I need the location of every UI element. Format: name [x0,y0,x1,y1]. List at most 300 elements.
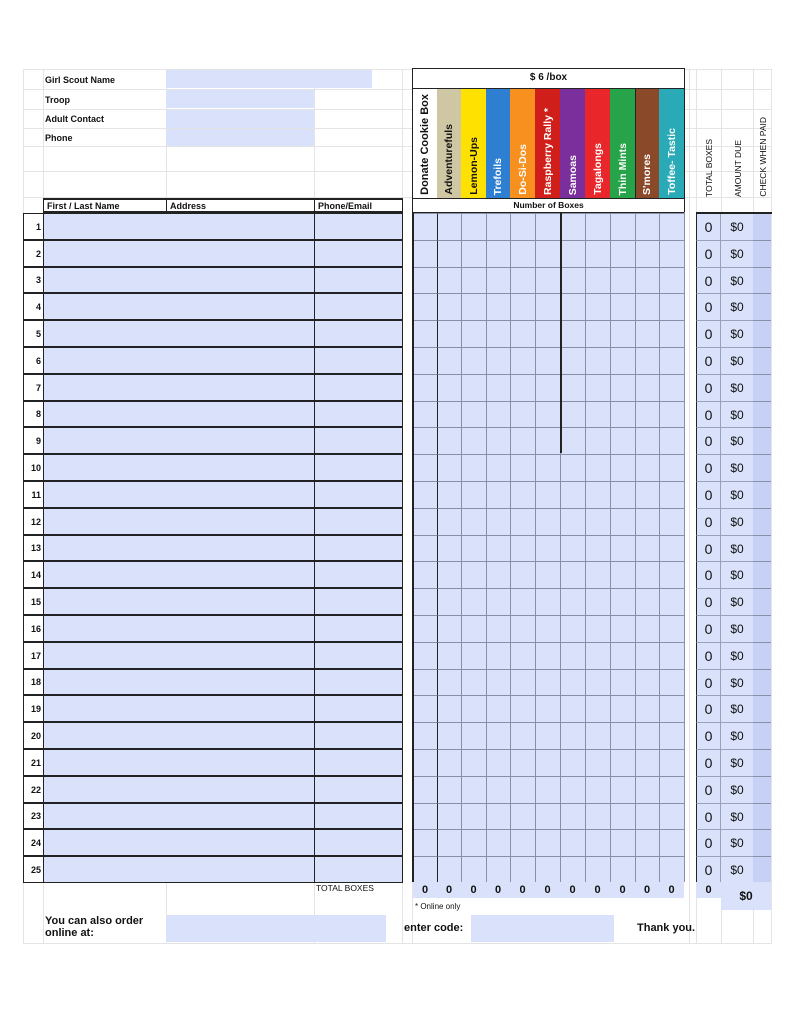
cookie-quantity-input[interactable] [413,695,437,722]
address-input[interactable] [166,347,315,374]
cookie-quantity-input[interactable] [659,401,684,427]
cookie-quantity-input[interactable] [635,803,659,829]
cookie-quantity-input[interactable] [635,481,659,508]
cookie-quantity-input[interactable] [461,588,486,615]
cookie-quantity-input[interactable] [486,588,510,615]
cookie-quantity-input[interactable] [510,508,535,535]
cookie-quantity-input[interactable] [659,374,684,401]
paid-checkbox[interactable] [753,722,771,749]
cookie-quantity-input[interactable] [535,722,560,749]
cookie-quantity-input[interactable] [486,427,510,454]
cookie-quantity-input[interactable] [635,722,659,749]
cookie-quantity-input[interactable] [635,829,659,856]
cookie-quantity-input[interactable] [437,722,461,749]
cookie-quantity-input[interactable] [659,588,684,615]
customer-name-input[interactable] [43,535,167,561]
cookie-quantity-input[interactable] [486,695,510,722]
phone-email-input[interactable] [314,213,403,240]
cookie-quantity-input[interactable] [461,454,486,481]
cookie-quantity-input[interactable] [486,561,510,588]
cookie-quantity-input[interactable] [413,427,437,454]
cookie-quantity-input[interactable] [635,856,659,883]
paid-checkbox[interactable] [753,615,771,642]
phone-email-input[interactable] [314,669,403,695]
cookie-quantity-input[interactable] [610,615,635,642]
customer-name-input[interactable] [43,427,167,454]
cookie-quantity-input[interactable] [510,803,535,829]
cookie-quantity-input[interactable] [659,454,684,481]
cookie-quantity-input[interactable] [535,749,560,776]
cookie-quantity-input[interactable] [659,776,684,803]
cookie-quantity-input[interactable] [659,267,684,293]
customer-name-input[interactable] [43,722,167,749]
cookie-quantity-input[interactable] [413,561,437,588]
cookie-quantity-input[interactable] [610,803,635,829]
troop-field[interactable] [166,90,314,108]
cookie-quantity-input[interactable] [510,749,535,776]
phone-email-input[interactable] [314,803,403,829]
cookie-quantity-input[interactable] [635,320,659,347]
paid-checkbox[interactable] [753,240,771,267]
cookie-quantity-input[interactable] [413,749,437,776]
paid-checkbox[interactable] [753,267,771,293]
cookie-quantity-input[interactable] [413,669,437,695]
cookie-quantity-input[interactable] [413,213,437,240]
paid-checkbox[interactable] [753,454,771,481]
cookie-quantity-input[interactable] [486,374,510,401]
cookie-quantity-input[interactable] [486,803,510,829]
cookie-quantity-input[interactable] [535,615,560,642]
cookie-quantity-input[interactable] [413,535,437,561]
cookie-quantity-input[interactable] [486,240,510,267]
cookie-quantity-input[interactable] [635,293,659,320]
cookie-quantity-input[interactable] [659,803,684,829]
phone-email-input[interactable] [314,695,403,722]
cookie-quantity-input[interactable] [486,776,510,803]
cookie-quantity-input[interactable] [635,695,659,722]
cookie-quantity-input[interactable] [560,615,585,642]
cookie-quantity-input[interactable] [635,561,659,588]
cookie-quantity-input[interactable] [510,401,535,427]
cookie-quantity-input[interactable] [535,347,560,374]
cookie-quantity-input[interactable] [413,615,437,642]
cookie-quantity-input[interactable] [535,213,560,240]
code-field[interactable] [471,915,614,942]
cookie-quantity-input[interactable] [585,508,610,535]
cookie-quantity-input[interactable] [486,749,510,776]
cookie-quantity-input[interactable] [635,427,659,454]
cookie-quantity-input[interactable] [486,320,510,347]
cookie-quantity-input[interactable] [635,213,659,240]
phone-email-input[interactable] [314,615,403,642]
cookie-quantity-input[interactable] [510,669,535,695]
cookie-quantity-input[interactable] [585,695,610,722]
cookie-quantity-input[interactable] [585,776,610,803]
cookie-quantity-input[interactable] [437,508,461,535]
address-input[interactable] [166,320,315,347]
cookie-quantity-input[interactable] [585,535,610,561]
paid-checkbox[interactable] [753,374,771,401]
cookie-quantity-input[interactable] [659,508,684,535]
cookie-quantity-input[interactable] [510,293,535,320]
cookie-quantity-input[interactable] [437,615,461,642]
cookie-quantity-input[interactable] [560,803,585,829]
cookie-quantity-input[interactable] [535,695,560,722]
cookie-quantity-input[interactable] [535,293,560,320]
phone-email-input[interactable] [314,856,403,883]
address-input[interactable] [166,213,315,240]
cookie-quantity-input[interactable] [585,803,610,829]
cookie-quantity-input[interactable] [560,374,585,401]
address-input[interactable] [166,374,315,401]
phone-email-input[interactable] [314,427,403,454]
cookie-quantity-input[interactable] [535,320,560,347]
cookie-quantity-input[interactable] [585,320,610,347]
cookie-quantity-input[interactable] [413,347,437,374]
paid-checkbox[interactable] [753,776,771,803]
online-order-url-field[interactable] [166,915,386,942]
cookie-quantity-input[interactable] [461,427,486,454]
cookie-quantity-input[interactable] [560,240,585,267]
customer-name-input[interactable] [43,642,167,669]
cookie-quantity-input[interactable] [413,454,437,481]
cookie-quantity-input[interactable] [486,454,510,481]
address-input[interactable] [166,508,315,535]
cookie-quantity-input[interactable] [437,588,461,615]
cookie-quantity-input[interactable] [585,749,610,776]
customer-name-input[interactable] [43,454,167,481]
cookie-quantity-input[interactable] [486,347,510,374]
cookie-quantity-input[interactable] [560,508,585,535]
phone-email-input[interactable] [314,642,403,669]
cookie-quantity-input[interactable] [461,374,486,401]
cookie-quantity-input[interactable] [659,561,684,588]
phone-email-input[interactable] [314,776,403,803]
address-input[interactable] [166,427,315,454]
cookie-quantity-input[interactable] [535,427,560,454]
address-input[interactable] [166,561,315,588]
customer-name-input[interactable] [43,829,167,856]
cookie-quantity-input[interactable] [437,695,461,722]
cookie-quantity-input[interactable] [437,454,461,481]
cookie-quantity-input[interactable] [560,213,585,240]
cookie-quantity-input[interactable] [610,401,635,427]
adult-contact-field[interactable] [166,110,314,128]
cookie-quantity-input[interactable] [486,669,510,695]
paid-checkbox[interactable] [753,427,771,454]
cookie-quantity-input[interactable] [413,320,437,347]
cookie-quantity-input[interactable] [535,240,560,267]
address-input[interactable] [166,695,315,722]
cookie-quantity-input[interactable] [535,642,560,669]
cookie-quantity-input[interactable] [560,561,585,588]
paid-checkbox[interactable] [753,347,771,374]
cookie-quantity-input[interactable] [535,454,560,481]
cookie-quantity-input[interactable] [560,401,585,427]
cookie-quantity-input[interactable] [461,508,486,535]
cookie-quantity-input[interactable] [461,240,486,267]
cookie-quantity-input[interactable] [437,481,461,508]
customer-name-input[interactable] [43,401,167,427]
paid-checkbox[interactable] [753,829,771,856]
cookie-quantity-input[interactable] [659,669,684,695]
cookie-quantity-input[interactable] [486,829,510,856]
cookie-quantity-input[interactable] [437,803,461,829]
address-input[interactable] [166,803,315,829]
cookie-quantity-input[interactable] [560,856,585,883]
cookie-quantity-input[interactable] [585,240,610,267]
cookie-quantity-input[interactable] [610,561,635,588]
cookie-quantity-input[interactable] [486,535,510,561]
cookie-quantity-input[interactable] [413,401,437,427]
cookie-quantity-input[interactable] [585,427,610,454]
address-input[interactable] [166,240,315,267]
cookie-quantity-input[interactable] [610,776,635,803]
cookie-quantity-input[interactable] [437,561,461,588]
cookie-quantity-input[interactable] [635,374,659,401]
paid-checkbox[interactable] [753,642,771,669]
cookie-quantity-input[interactable] [535,561,560,588]
cookie-quantity-input[interactable] [635,615,659,642]
cookie-quantity-input[interactable] [510,722,535,749]
cookie-quantity-input[interactable] [461,642,486,669]
paid-checkbox[interactable] [753,508,771,535]
cookie-quantity-input[interactable] [535,669,560,695]
cookie-quantity-input[interactable] [610,669,635,695]
cookie-quantity-input[interactable] [585,588,610,615]
phone-email-input[interactable] [314,320,403,347]
cookie-quantity-input[interactable] [610,829,635,856]
paid-checkbox[interactable] [753,293,771,320]
cookie-quantity-input[interactable] [437,213,461,240]
cookie-quantity-input[interactable] [610,374,635,401]
cookie-quantity-input[interactable] [510,695,535,722]
cookie-quantity-input[interactable] [486,856,510,883]
customer-name-input[interactable] [43,508,167,535]
cookie-quantity-input[interactable] [585,856,610,883]
cookie-quantity-input[interactable] [461,481,486,508]
cookie-quantity-input[interactable] [610,213,635,240]
customer-name-input[interactable] [43,615,167,642]
cookie-quantity-input[interactable] [610,695,635,722]
cookie-quantity-input[interactable] [610,427,635,454]
cookie-quantity-input[interactable] [635,669,659,695]
cookie-quantity-input[interactable] [535,374,560,401]
phone-email-input[interactable] [314,829,403,856]
phone-email-input[interactable] [314,535,403,561]
cookie-quantity-input[interactable] [510,829,535,856]
cookie-quantity-input[interactable] [413,374,437,401]
cookie-quantity-input[interactable] [610,642,635,669]
address-input[interactable] [166,722,315,749]
customer-name-input[interactable] [43,347,167,374]
cookie-quantity-input[interactable] [585,481,610,508]
cookie-quantity-input[interactable] [461,267,486,293]
address-input[interactable] [166,615,315,642]
cookie-quantity-input[interactable] [560,320,585,347]
address-input[interactable] [166,776,315,803]
cookie-quantity-input[interactable] [560,722,585,749]
cookie-quantity-input[interactable] [610,749,635,776]
cookie-quantity-input[interactable] [461,749,486,776]
customer-name-input[interactable] [43,669,167,695]
cookie-quantity-input[interactable] [659,695,684,722]
cookie-quantity-input[interactable] [585,401,610,427]
cookie-quantity-input[interactable] [437,320,461,347]
cookie-quantity-input[interactable] [635,588,659,615]
paid-checkbox[interactable] [753,481,771,508]
cookie-quantity-input[interactable] [413,829,437,856]
cookie-quantity-input[interactable] [535,401,560,427]
cookie-quantity-input[interactable] [535,508,560,535]
customer-name-input[interactable] [43,267,167,293]
phone-email-input[interactable] [314,240,403,267]
cookie-quantity-input[interactable] [535,267,560,293]
cookie-quantity-input[interactable] [635,454,659,481]
address-input[interactable] [166,642,315,669]
phone-email-input[interactable] [314,401,403,427]
cookie-quantity-input[interactable] [413,588,437,615]
cookie-quantity-input[interactable] [413,642,437,669]
customer-name-input[interactable] [43,240,167,267]
cookie-quantity-input[interactable] [510,240,535,267]
cookie-quantity-input[interactable] [486,213,510,240]
cookie-quantity-input[interactable] [510,267,535,293]
paid-checkbox[interactable] [753,561,771,588]
phone-email-input[interactable] [314,374,403,401]
cookie-quantity-input[interactable] [461,776,486,803]
cookie-quantity-input[interactable] [510,535,535,561]
paid-checkbox[interactable] [753,320,771,347]
cookie-quantity-input[interactable] [510,213,535,240]
cookie-quantity-input[interactable] [585,829,610,856]
phone-email-input[interactable] [314,722,403,749]
cookie-quantity-input[interactable] [560,481,585,508]
address-input[interactable] [166,535,315,561]
cookie-quantity-input[interactable] [585,347,610,374]
cookie-quantity-input[interactable] [461,856,486,883]
cookie-quantity-input[interactable] [461,669,486,695]
cookie-quantity-input[interactable] [486,401,510,427]
cookie-quantity-input[interactable] [413,293,437,320]
address-input[interactable] [166,401,315,427]
phone-field[interactable] [166,129,314,146]
address-input[interactable] [166,454,315,481]
cookie-quantity-input[interactable] [560,588,585,615]
cookie-quantity-input[interactable] [659,240,684,267]
cookie-quantity-input[interactable] [510,481,535,508]
cookie-quantity-input[interactable] [437,267,461,293]
phone-email-input[interactable] [314,454,403,481]
cookie-quantity-input[interactable] [610,588,635,615]
cookie-quantity-input[interactable] [610,267,635,293]
cookie-quantity-input[interactable] [510,561,535,588]
cookie-quantity-input[interactable] [437,374,461,401]
cookie-quantity-input[interactable] [585,669,610,695]
cookie-quantity-input[interactable] [486,267,510,293]
paid-checkbox[interactable] [753,669,771,695]
cookie-quantity-input[interactable] [659,615,684,642]
cookie-quantity-input[interactable] [437,535,461,561]
cookie-quantity-input[interactable] [461,320,486,347]
cookie-quantity-input[interactable] [560,293,585,320]
phone-email-input[interactable] [314,481,403,508]
customer-name-input[interactable] [43,320,167,347]
cookie-quantity-input[interactable] [535,856,560,883]
cookie-quantity-input[interactable] [413,508,437,535]
cookie-quantity-input[interactable] [510,642,535,669]
cookie-quantity-input[interactable] [610,856,635,883]
cookie-quantity-input[interactable] [610,481,635,508]
cookie-quantity-input[interactable] [560,347,585,374]
cookie-quantity-input[interactable] [535,829,560,856]
cookie-quantity-input[interactable] [535,776,560,803]
paid-checkbox[interactable] [753,803,771,829]
address-input[interactable] [166,749,315,776]
paid-checkbox[interactable] [753,401,771,427]
cookie-quantity-input[interactable] [437,776,461,803]
cookie-quantity-input[interactable] [610,347,635,374]
cookie-quantity-input[interactable] [461,401,486,427]
cookie-quantity-input[interactable] [437,669,461,695]
cookie-quantity-input[interactable] [659,293,684,320]
cookie-quantity-input[interactable] [413,267,437,293]
cookie-quantity-input[interactable] [659,535,684,561]
cookie-quantity-input[interactable] [437,427,461,454]
phone-email-input[interactable] [314,561,403,588]
cookie-quantity-input[interactable] [635,267,659,293]
cookie-quantity-input[interactable] [510,856,535,883]
customer-name-input[interactable] [43,695,167,722]
cookie-quantity-input[interactable] [437,829,461,856]
cookie-quantity-input[interactable] [486,615,510,642]
cookie-quantity-input[interactable] [659,749,684,776]
customer-name-input[interactable] [43,776,167,803]
customer-name-input[interactable] [43,293,167,320]
cookie-quantity-input[interactable] [413,803,437,829]
cookie-quantity-input[interactable] [560,695,585,722]
customer-name-input[interactable] [43,481,167,508]
cookie-quantity-input[interactable] [510,615,535,642]
cookie-quantity-input[interactable] [560,454,585,481]
customer-name-input[interactable] [43,588,167,615]
address-input[interactable] [166,829,315,856]
address-input[interactable] [166,588,315,615]
phone-email-input[interactable] [314,508,403,535]
cookie-quantity-input[interactable] [510,320,535,347]
cookie-quantity-input[interactable] [461,722,486,749]
cookie-quantity-input[interactable] [585,293,610,320]
cookie-quantity-input[interactable] [437,347,461,374]
cookie-quantity-input[interactable] [413,722,437,749]
cookie-quantity-input[interactable] [659,213,684,240]
address-input[interactable] [166,856,315,883]
cookie-quantity-input[interactable] [486,293,510,320]
address-input[interactable] [166,293,315,320]
cookie-quantity-input[interactable] [560,749,585,776]
cookie-quantity-input[interactable] [461,293,486,320]
cookie-quantity-input[interactable] [510,347,535,374]
paid-checkbox[interactable] [753,588,771,615]
cookie-quantity-input[interactable] [413,856,437,883]
cookie-quantity-input[interactable] [610,722,635,749]
cookie-quantity-input[interactable] [461,347,486,374]
cookie-quantity-input[interactable] [486,481,510,508]
cookie-quantity-input[interactable] [635,401,659,427]
cookie-quantity-input[interactable] [461,535,486,561]
cookie-quantity-input[interactable] [437,293,461,320]
cookie-quantity-input[interactable] [486,722,510,749]
